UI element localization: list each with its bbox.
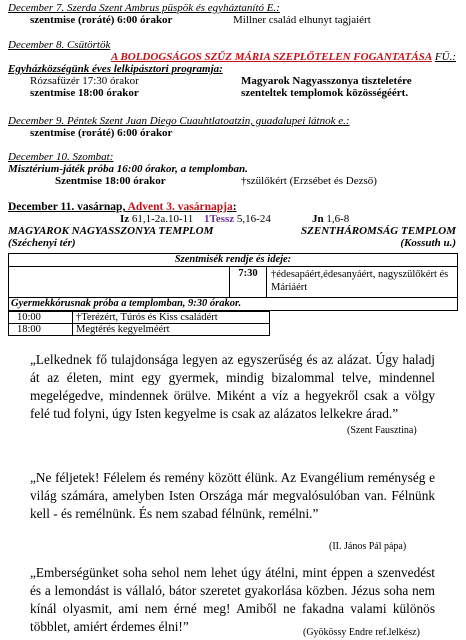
day-heading: December 10. Szombat: [8, 151, 114, 163]
gospel-ref: 1,6-8 [326, 213, 350, 225]
right-mass-intention: †édesapáért,édesanyáért, nagyszülőkért és Máriáért [271, 269, 449, 293]
mass-time: szentmise (roráté) 6:00 órakor [30, 127, 173, 139]
readings [8, 213, 458, 225]
mass-intention: Millner család elhunyt tagjaiért [233, 14, 371, 26]
rosary-time: Rózsafüzér 17:30 órakor [30, 75, 139, 87]
day-heading [8, 201, 458, 213]
church-left-address: (Széchenyi tér) [8, 237, 76, 249]
heading-advent: Advent 3. vasárnapja [127, 201, 233, 213]
day-dec11 [8, 201, 458, 249]
day-heading: December 7. Szerda Szent Ambrus püspök és egyháztanító E.: [8, 2, 280, 14]
quote-author: (II. János Pál pápa) [329, 541, 407, 552]
mass-intention: Megtérés kegyelméért [73, 324, 270, 336]
feast-rank: FÜ.: [434, 51, 456, 63]
right-mass-time: 7:30 [229, 267, 267, 297]
quote-author: (Gyökössy Endre ref.lelkész) [303, 627, 420, 638]
quote-author: (Szent Fausztina) [347, 425, 417, 436]
left-mass-table [8, 311, 270, 336]
choir-note: Gyermekkórusnak próba a templomban, 9:30 órakor. [8, 297, 458, 311]
schedule-title: Szentmisék rendje és ideje: [8, 253, 458, 267]
quote-john-paul: „Ne féljetek! Félelem és remény között élünk. Az Evangélium reménység e világ számára, amelyben Isten Országa már megvalósulóban van. Félnünk kell - és remélnünk. És nem szabad félnünk, remélni.” [30, 470, 435, 521]
day-heading: December 8. Csütörtök [8, 39, 111, 51]
day-dec9 [8, 115, 458, 139]
mass-intention: †szülőkért (Erzsébet és Dezső) [241, 175, 377, 187]
reading2-book: 1Tessz [204, 213, 235, 225]
feast-title: A BOLDOGSÁGOS SZŰZ MÁRIA SZEPLŐTELEN FOGANTATÁSA [110, 51, 433, 63]
heading-prefix: December 11. vasárnap, [8, 201, 126, 213]
mass-time: Szentmise 18:00 órakor [55, 175, 166, 187]
event-text: Misztérium-játék próba 16:00 órakor, a templomban. [8, 163, 248, 175]
mass-time: szentmise (roráté) 6:00 órakor [30, 14, 173, 26]
table-row [9, 324, 270, 336]
day-dec8 [8, 39, 458, 99]
quote-faustina: „Lelkednek fő tulajdonsága legyen az egyszerűség és az alázat. Úgy haladj át az életen, mint egy gyermek, mindig bizalommal telve, mindennel megelégedve, mindennek örülve. Miként a víz a hegyekről csak a völgy felé tud folyni, úgy Isten kegyelme is csak az alázatos lelkekre árad.” [30, 352, 435, 421]
mass-time: 18:00 [9, 324, 73, 336]
quote-gyokossy: „Emberségünket soha sehol nem lehet úgy átélni, mint éppen a szenvedést és a lemondást is vállaló, bátor szeretet gyakorlása közben. Jézus soha nem kínál olyasmit, ami nem érné meg! Amiből ne fakadna valami különös többlet, amiért érdemes élni!” [30, 565, 435, 634]
reading1-ref: 61,1-2a.10-11 [131, 213, 194, 225]
day-heading: December 9. Péntek Szent Juan Diego Cuauhtlatoatzin, guadalupei látnok e.: [8, 115, 350, 127]
gospel-book: Jn [312, 213, 324, 225]
mass-description: szenteltek templomok közösségéért. [241, 87, 409, 99]
church-left-name: MAGYAROK NAGYASSZONYA TEMPLOM [8, 225, 214, 237]
day-dec7 [8, 2, 458, 26]
church-right-address: (Kossuth u.) [400, 237, 456, 249]
heading-suffix: : [232, 201, 237, 213]
mass-intention: †Terézért, Túrós és Kiss családért [73, 312, 270, 324]
mass-schedule [8, 253, 458, 336]
mass-time: 10:00 [9, 312, 73, 324]
rosary-description: Magyarok Nagyasszonya tiszteletére [241, 75, 412, 87]
program-title: Egyházközségünk éves lelkipásztori programja: [8, 63, 223, 75]
mass-time: szentmise 18:00 órakor [30, 87, 139, 99]
table-row [9, 312, 270, 324]
reading2-ref: 5,16-24 [236, 213, 271, 225]
day-dec10 [8, 151, 458, 187]
church-right-name: SZENTHÁROMSÁG TEMPLOM [301, 225, 456, 237]
reading1-book: Iz [120, 213, 130, 225]
